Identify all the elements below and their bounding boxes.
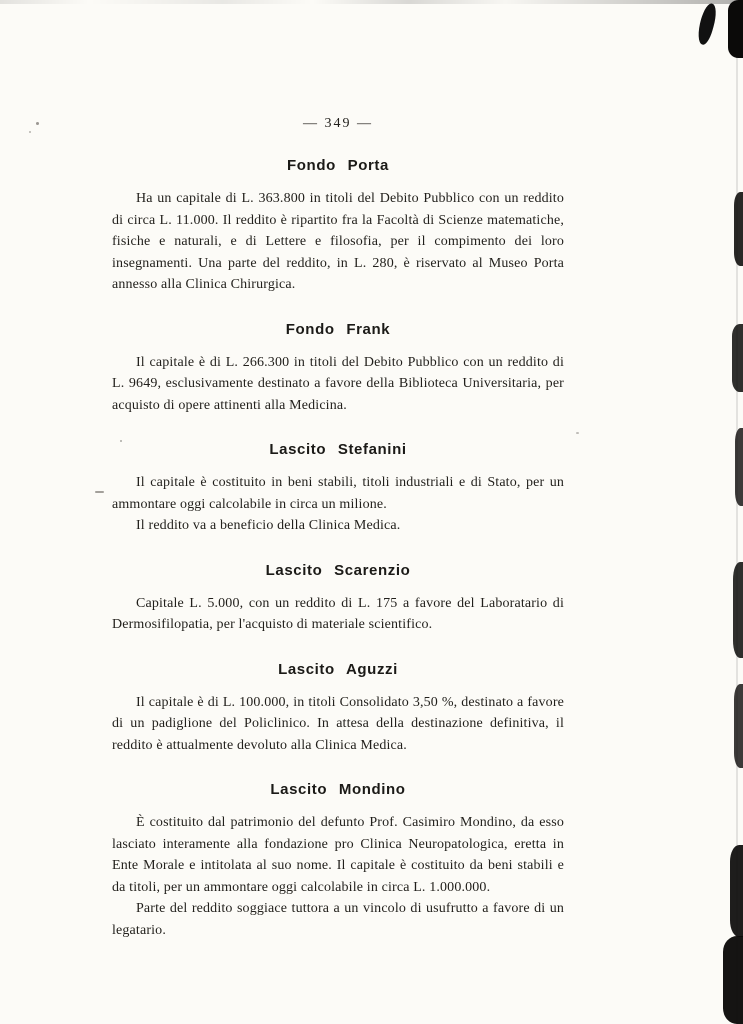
section-lascito-mondino (112, 781, 564, 941)
binding-smudge (734, 684, 743, 768)
dust-speck (576, 432, 579, 434)
dust-speck (29, 131, 31, 133)
section-fondo-porta (112, 157, 564, 296)
section-fondo-frank (112, 321, 564, 417)
binding-smudge (734, 192, 743, 266)
paragraph: È costituito dal patrimonio del defunto Prof. Casimiro Mondino, da esso lasciato interamente alla fondazione pro Clinica Neuropatologica, eretta in Ente Morale e intitolata al suo nome. Il capitale è costituito da beni stabili e da titoli, per un ammontare oggi calcolabile in circa L. 1.000.000. (112, 815, 564, 895)
paragraph: Capitale L. 5.000, con un reddito di L. 175 a favore del Laboratario di Dermosifilopatia, per l'acquisto di materiale scientifico. (112, 595, 564, 632)
binding-smudge (730, 845, 743, 937)
binding-smudge (723, 936, 743, 1024)
section-heading: Lascito Stefanini (269, 441, 407, 458)
section-heading: Lascito Mondino (270, 781, 406, 798)
paragraph: Ha un capitale di L. 363.800 in titoli del Debito Pubblico con un reddito di circa L. 11.000. Il reddito è ripartito fra la Facoltà di Scienze matematiche, fisiche e naturali, e di Lettere e filosofia, per il compimento dei loro insegnamenti. Una parte del reddito, in L. 280, è riservato al Museo Porta annesso alla Clinica Chirurgica. (112, 191, 564, 292)
paragraph: Il reddito va a beneficio della Clinica Medica. (136, 518, 401, 533)
section-lascito-aguzzi (112, 661, 564, 757)
section-heading: Lascito Scarenzio (265, 561, 411, 579)
binding-smudge (735, 428, 743, 506)
dust-speck (120, 440, 122, 442)
binding-smudge (732, 324, 743, 392)
dust-speck (95, 491, 104, 493)
page-number: — 349 — (303, 116, 373, 131)
section-heading: Fondo Porta (287, 157, 389, 174)
section-heading: Fondo Frank (285, 320, 391, 338)
page-content (112, 116, 564, 941)
paragraph: Il capitale è di L. 100.000, in titoli Consolidato 3,50 %, destinato a favore di un padiglione del Policlinico. In attesa della destinazione definitiva, il reddito è attualmente devoluto alla Clinica Medica. (112, 694, 564, 753)
section-heading: Lascito Aguzzi (278, 660, 398, 678)
section-lascito-stefanini (112, 441, 564, 537)
paragraph: Il capitale è costituito in beni stabili, titoli industriali e di Stato, per un ammontare oggi calcolabile in circa un milione. (112, 475, 564, 512)
ink-corner-mark (694, 2, 719, 46)
paragraph: Il capitale è di L. 266.300 in titoli del Debito Pubblico con un reddito di L. 9649, esclusivamente destinato a favore della Biblioteca Universitaria, per acquisto di opere attinenti alla Medicina. (112, 354, 564, 413)
binding-smudge (733, 562, 743, 658)
dust-speck (36, 122, 39, 125)
torn-top-edge (0, 0, 743, 4)
paragraph: Parte del reddito soggiace tuttora a un vincolo di usufrutto a favore di un legatario. (112, 901, 564, 938)
section-lascito-scarenzio (112, 562, 564, 636)
binding-smudge (728, 0, 743, 58)
